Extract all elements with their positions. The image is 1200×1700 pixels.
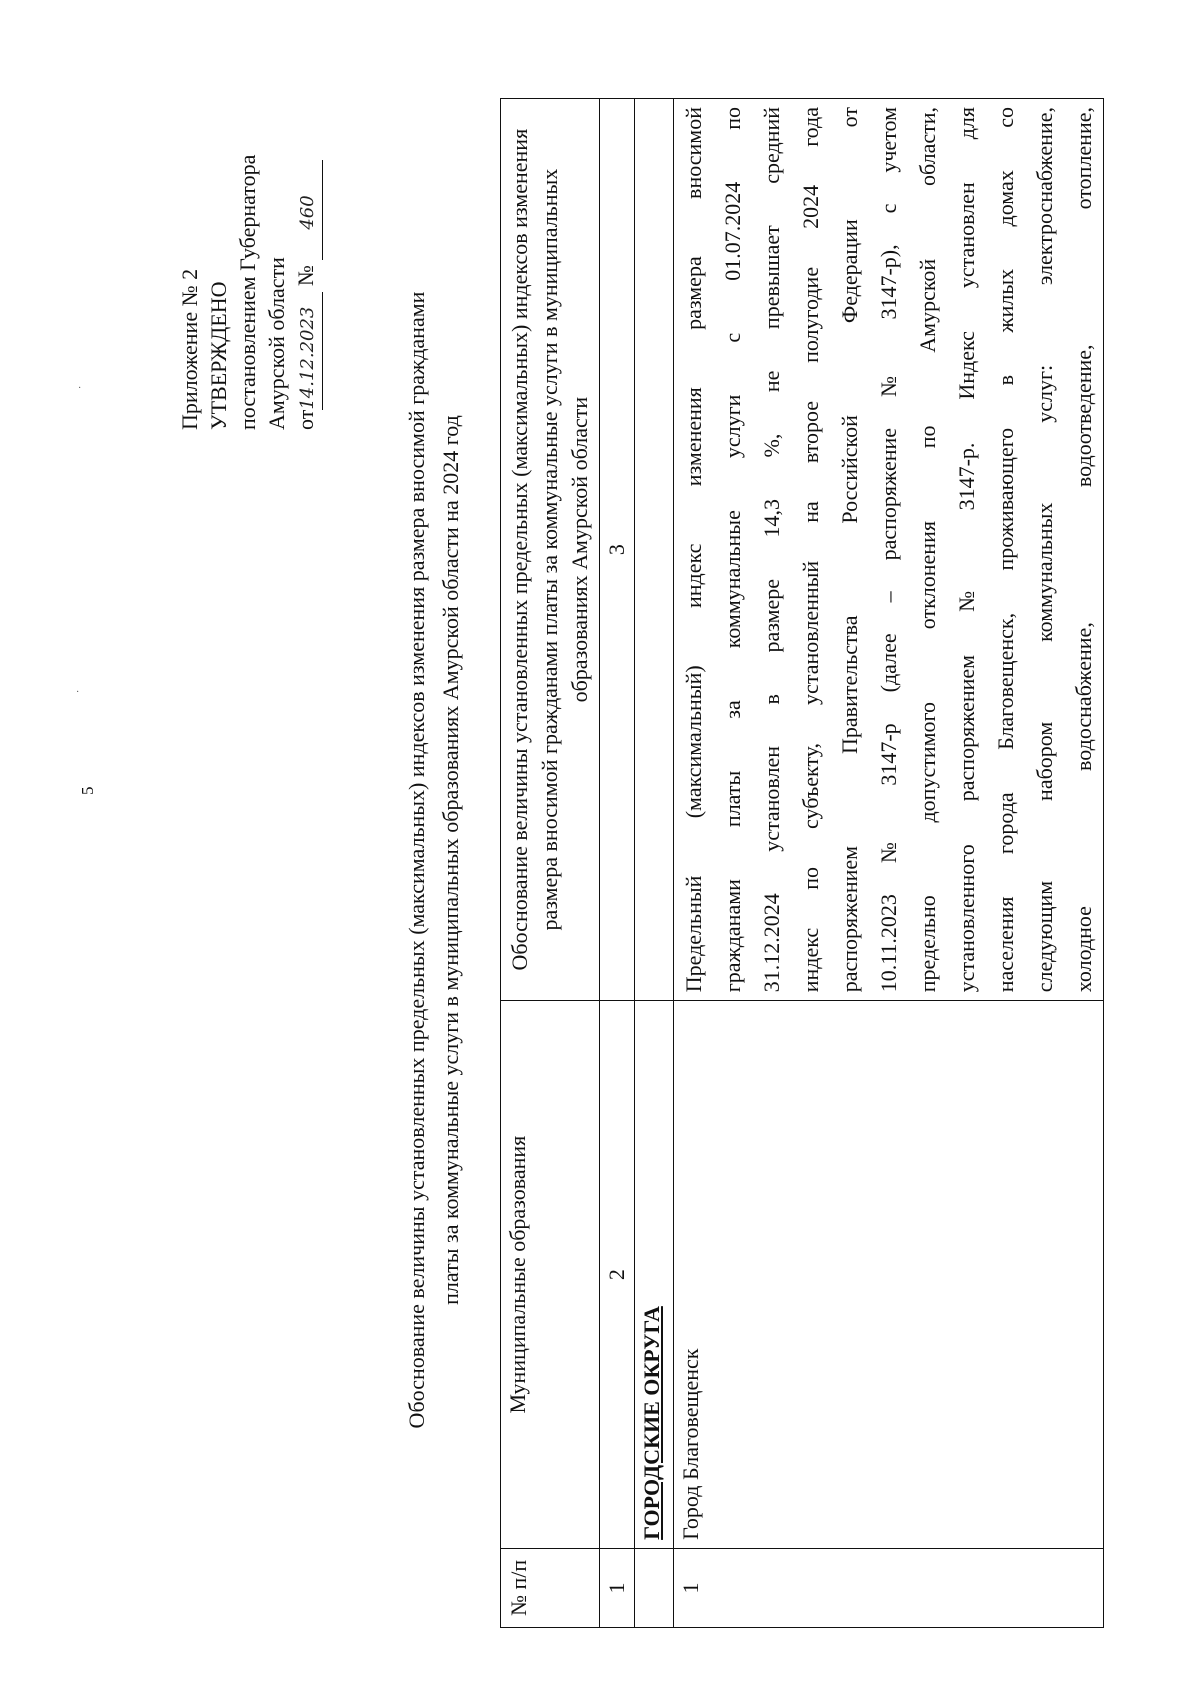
header-justification: Обоснование величины установленных предельных (максимальных) индексов изменения размера вносимой гражданами платы за коммунальные услуги в муниципальных образованиях Амурской области <box>501 99 600 1001</box>
justification-line: предельно допустимого отклонения по Амурской области, <box>915 107 940 993</box>
approval-block <box>175 155 323 430</box>
column-number-row <box>600 99 635 1628</box>
table-row <box>674 99 1104 1628</box>
column-number: 2 <box>600 1001 635 1549</box>
justification-line: индекс по субъекту, установленный на второе полугодие 2024 года <box>798 107 823 993</box>
justification-line: гражданами платы за коммунальные услуги с 01.07.2024 по <box>720 107 745 993</box>
justification-line: Предельный (максимальный) индекс изменения размера вносимой <box>681 107 706 993</box>
title-line: Обоснование величины установленных предельных (максимальных) индексов изменения размера вносимой гражданами <box>404 291 429 1429</box>
appendix-label: Приложение № 2 <box>177 268 202 430</box>
decree-label: постановлением Губернатора <box>235 154 260 430</box>
approved-label: УТВЕРЖДЕНО <box>206 281 231 430</box>
handwritten-date: 14.12.2023 <box>293 292 323 410</box>
handwritten-number: 460 <box>293 160 323 260</box>
scan-speck: · <box>76 687 80 698</box>
header-municipality: Муниципальные образования <box>501 1001 600 1549</box>
justification-line: установленного распоряжением № 3147-р. Индекс установлен для <box>954 107 979 993</box>
municipality-name: Город Благовещенск <box>674 1001 1104 1549</box>
justification-line: распоряжением Правительства Российской Федерации от <box>837 107 862 993</box>
header-number: № п/п <box>501 1548 600 1627</box>
section-empty-cell <box>635 1548 674 1627</box>
section-title: ГОРОДСКИЕ ОКРУГА <box>639 1306 664 1540</box>
column-number: 3 <box>600 99 635 1001</box>
justification-lines <box>674 99 1103 1000</box>
document-title <box>400 110 468 1610</box>
title-line: платы за коммунальные услуги в муниципальных образованиях Амурской области на 2024 год <box>438 415 463 1305</box>
justification-line: следующим набором коммунальных услуг: электроснабжение, <box>1032 107 1057 993</box>
table-header-row <box>501 99 600 1628</box>
section-row <box>635 99 674 1628</box>
scan-speck: · <box>78 383 82 394</box>
number-prefix: № <box>293 265 318 287</box>
justification-line: населения города Благовещенск, проживающего в жилых домах со <box>993 107 1018 993</box>
decree-date-number-line <box>291 155 323 430</box>
region-label: Амурской области <box>264 257 289 430</box>
justification-line: 10.11.2023 № 3147-р (далее – распоряжение № 3147-р), с учетом <box>876 107 901 993</box>
section-empty-cell <box>635 99 674 1001</box>
justification-line: 31.12.2024 установлен в размере 14,3 %, не превышает средний <box>759 107 784 993</box>
index-justification-table <box>500 98 1104 1628</box>
section-cell <box>635 1001 674 1549</box>
column-number: 1 <box>600 1548 635 1627</box>
page-number: 5 <box>78 786 97 795</box>
justification-cell <box>674 99 1104 1001</box>
date-prefix: от <box>293 409 318 430</box>
row-number: 1 <box>674 1548 1104 1627</box>
justification-line: холодное водоснабжение, водоотведение, отопление, <box>1071 107 1096 993</box>
